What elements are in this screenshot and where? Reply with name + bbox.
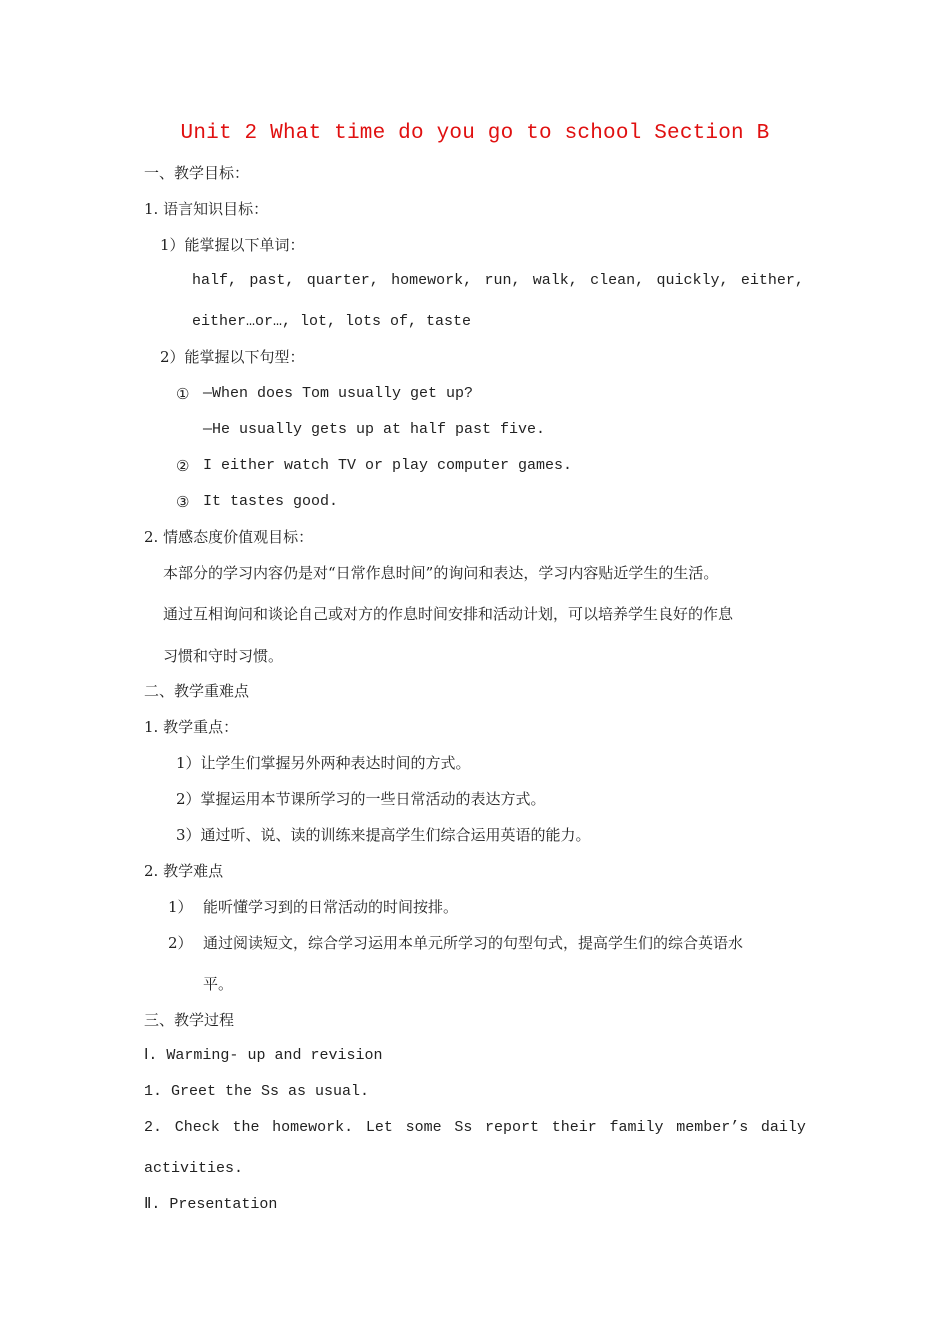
word: the: [232, 1119, 260, 1136]
sentence-2: I either watch TV or play computer games.: [203, 457, 573, 474]
word: 2.: [144, 1119, 163, 1136]
word: past,: [249, 272, 295, 289]
key-point-2: 2）掌握运用本节课所学习的一些日常活动的表达方式。: [176, 790, 546, 808]
word: their: [551, 1119, 597, 1136]
affective-paragraph-line-2: 通过互相询问和谈论自己或对方的作息时间安排和活动计划，可以培养学生良好的作息: [163, 605, 734, 623]
word: homework,: [391, 272, 473, 289]
affective-goals-heading: 2. 情感态度价值观目标：: [144, 528, 314, 546]
word: half,: [192, 272, 238, 289]
word: member’s: [676, 1119, 749, 1136]
word: quickly,: [656, 272, 729, 289]
section-heading-key-points: 二、教学重难点: [144, 682, 250, 700]
sentence-3: It tastes good.: [203, 493, 339, 510]
key-point-3: 3）通过听、说、读的训练来提高学生们综合运用英语的能力。: [176, 826, 591, 844]
word: Check: [174, 1119, 220, 1136]
step-2-check-line-1: [144, 1118, 806, 1138]
key-points-heading: 1. 教学重点：: [144, 718, 239, 736]
word: clean,: [590, 272, 645, 289]
word: quarter,: [306, 272, 379, 289]
part-1-warming-up: Ⅰ. Warming- up and revision: [144, 1047, 383, 1064]
word: family: [609, 1119, 664, 1136]
word: Let: [365, 1119, 393, 1136]
word: some: [405, 1119, 442, 1136]
sentence-2-number: ②: [176, 457, 190, 475]
word: homework.: [272, 1119, 354, 1136]
vocabulary-line-1: [192, 271, 804, 291]
word: daily: [760, 1119, 806, 1136]
sentence-patterns-subheading: 2）能掌握以下句型：: [160, 348, 305, 366]
difficult-point-1: 能听懂学习到的日常活动的时间按排。: [203, 898, 459, 916]
affective-paragraph-line-1: 本部分的学习内容仍是对“日常作息时间”的询问和表达，学习内容贴近学生的生活。: [163, 564, 719, 582]
sentence-1-answer: —He usually gets up at half past five.: [203, 421, 546, 438]
step-1-greet: 1. Greet the Ss as usual.: [144, 1083, 370, 1100]
section-heading-process: 三、教学过程: [144, 1011, 235, 1029]
step-2-check-line-2: activities.: [144, 1160, 244, 1177]
affective-paragraph-line-3: 习惯和守时习惯。: [163, 647, 284, 665]
section-heading-objectives: 一、教学目标：: [144, 164, 250, 182]
sentence-1-number: ①: [176, 385, 190, 403]
language-knowledge-heading: 1. 语言知识目标：: [144, 200, 269, 218]
word: walk,: [532, 272, 578, 289]
word: Ss: [454, 1119, 473, 1136]
part-2-presentation: Ⅱ. Presentation: [144, 1196, 278, 1213]
difficult-point-2-line-2: 平。: [203, 975, 234, 993]
difficult-points-heading: 2. 教学难点: [144, 862, 224, 880]
difficult-point-2-line-1: 通过阅读短文，综合学习运用本单元所学习的句型句式，提高学生们的综合英语水: [203, 934, 744, 952]
sentence-3-number: ③: [176, 493, 190, 511]
word: report: [485, 1119, 540, 1136]
word: either,: [740, 272, 804, 289]
difficult-point-2-number: 2）: [168, 934, 193, 952]
vocabulary-line-2: either…or…, lot, lots of, taste: [192, 313, 472, 330]
document-title: Unit 2 What time do you go to school Section B: [180, 122, 770, 145]
sentence-1-question: —When does Tom usually get up?: [203, 385, 474, 402]
vocabulary-subheading: 1）能掌握以下单词：: [160, 236, 305, 254]
key-point-1: 1）让学生们掌握另外两种表达时间的方式。: [176, 754, 471, 772]
word: run,: [484, 272, 521, 289]
difficult-point-1-number: 1）: [168, 898, 193, 916]
